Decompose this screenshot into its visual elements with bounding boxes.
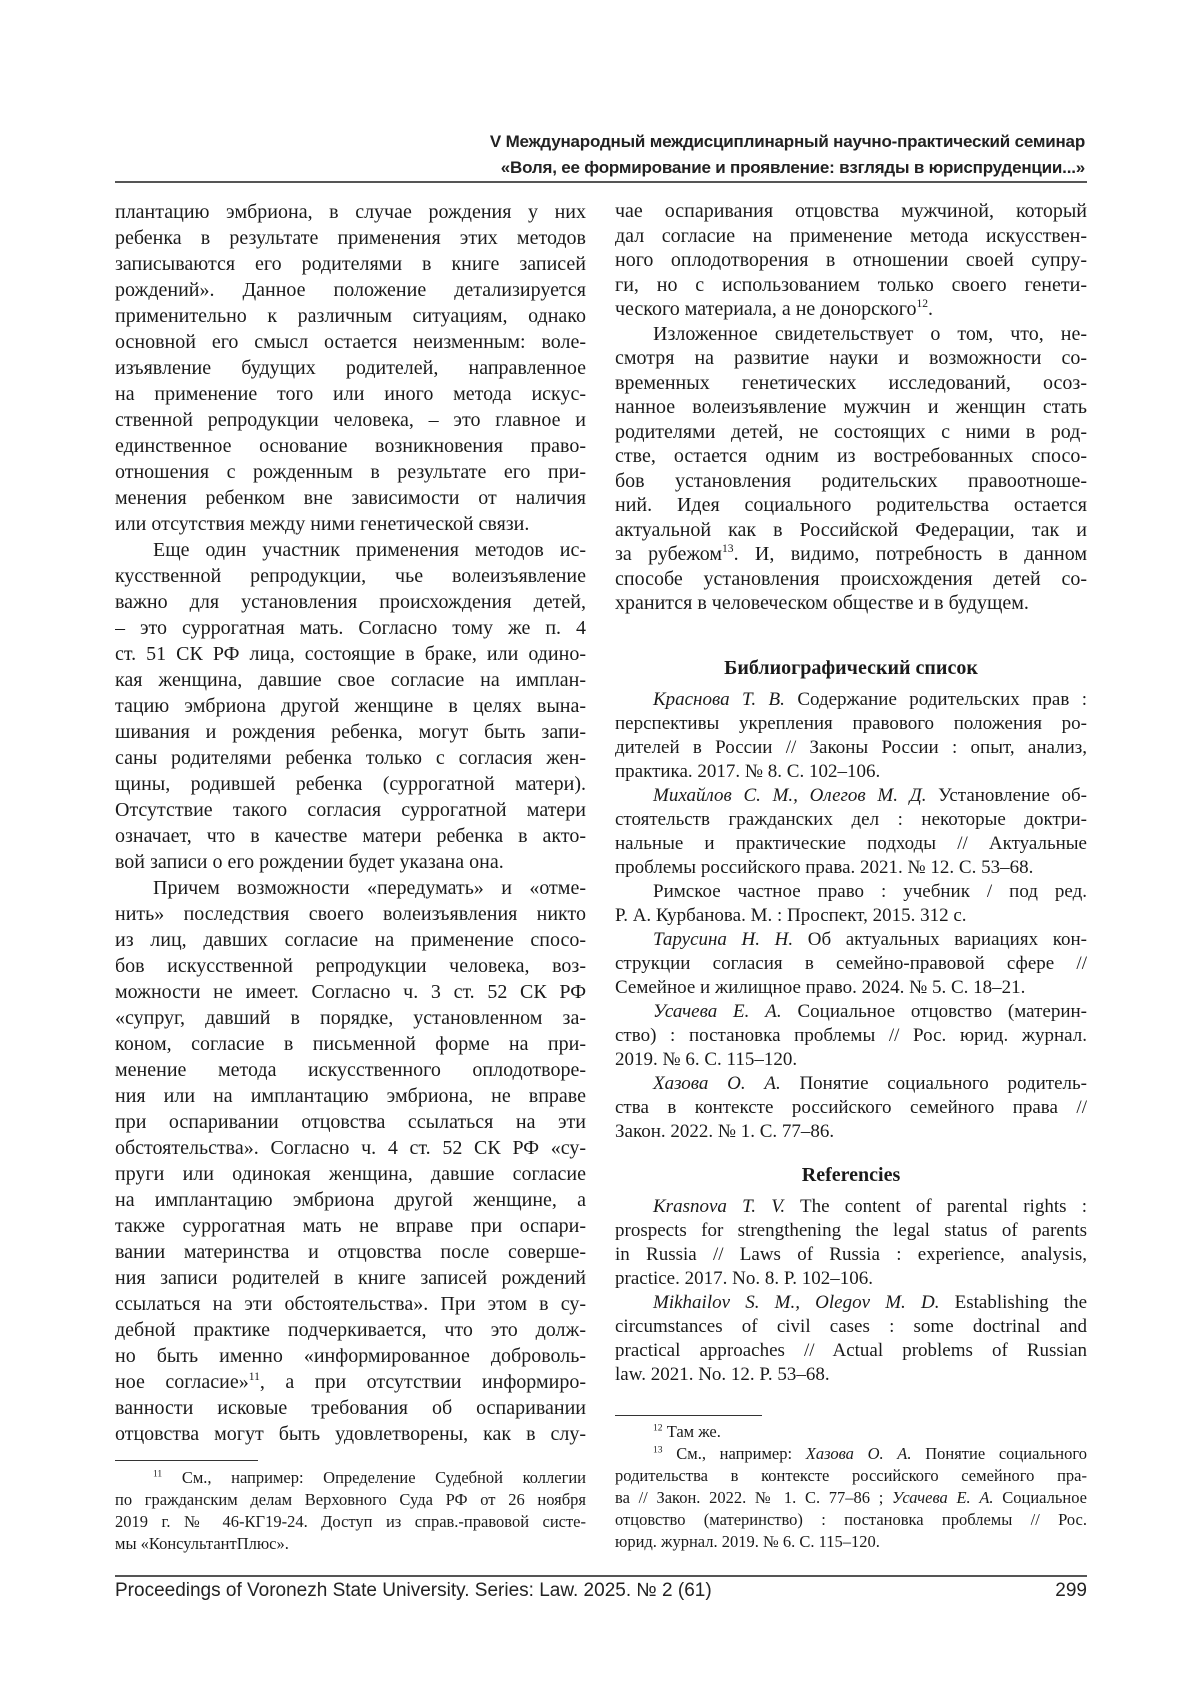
right-column-body	[615, 199, 1087, 616]
text-line: актуальной как в Российской Федерации, так и	[615, 518, 1087, 543]
text-run: . И, видимо, потребность в данном	[734, 543, 1087, 565]
bibliography-heading: Библиографический список	[615, 656, 1087, 680]
text-line: дебной практике подчеркивается, что это долж-	[115, 1317, 586, 1343]
text-line: хранится в человеческом обществе и в будущем.	[615, 591, 1087, 616]
text-line: отцовство (материнство) : постановка проблемы // Рос.	[615, 1509, 1087, 1531]
footnote-marker: 11	[153, 1468, 162, 1479]
footnote-marker: 13	[653, 1444, 663, 1455]
text-line: ги, но с использованием только своего генети-	[615, 273, 1087, 298]
text-line: in Russia // Laws of Russia : experience, analysis,	[615, 1243, 1087, 1267]
text-line: обстоятельства». Согласно ч. 4 ст. 52 СК РФ «су-	[115, 1135, 586, 1161]
text-line: дал согласие на применение метода искусствен-	[615, 224, 1087, 249]
paragraph	[615, 1195, 1087, 1291]
text-line: менение метода искусственного оплодотворе-	[115, 1057, 586, 1083]
text-line: или отсутствия между ними генетической связи.	[115, 511, 586, 537]
text-run: ное согласие»	[115, 1371, 249, 1393]
text-line: проблемы российского права. 2021. № 12. С. 53–68.	[615, 856, 1087, 880]
text-line: означает, что в качестве матери ребенка в акто-	[115, 823, 586, 849]
bibliography-list	[615, 688, 1087, 1144]
text-line: 2019. № 6. С. 115–120.	[615, 1048, 1087, 1072]
text-line: law. 2021. No. 12. P. 53–68.	[615, 1363, 1087, 1387]
text-line: единственное основание возникновения право-	[115, 433, 586, 459]
text-run: Там же.	[663, 1422, 721, 1441]
text-line: можности не имеет. Согласно ч. 3 ст. 52 СК РФ	[115, 979, 586, 1005]
text-line: Закон. 2022. № 1. С. 77–86.	[615, 1120, 1087, 1144]
text-run: Понятие социального	[912, 1444, 1087, 1463]
text-run: См., например: Определение Судебной коллегии	[162, 1468, 586, 1487]
paragraph	[115, 875, 586, 1447]
text-line: отношения с рожденным в результате его при-	[115, 459, 586, 485]
text-run: , а при отсутствии информиро-	[260, 1371, 586, 1393]
text-line: ственной репродукции человека, – это главное и	[115, 407, 586, 433]
text-line: на применение того или иного метода искус-	[115, 381, 586, 407]
text-run: См., например:	[663, 1444, 806, 1463]
text-line: применительно к различным ситуациям, однако	[115, 303, 586, 329]
paragraph	[615, 199, 1087, 322]
text-line: Изложенное свидетельствует о том, что, не-	[615, 322, 1087, 347]
text-line: ния записи родителей в книге записей рождений	[115, 1265, 586, 1291]
text-line: менения ребенком вне зависимости от наличия	[115, 485, 586, 511]
paragraph	[615, 688, 1087, 784]
text-line: отцовства могут быть удовлетворены, как в слу-	[115, 1421, 586, 1447]
text-line: Отсутствие такого согласия суррогатной матери	[115, 797, 586, 823]
text-line: Р. А. Курбанова. М. : Проспект, 2015. 312 с.	[615, 904, 1087, 928]
text-run: Социальное	[994, 1488, 1087, 1507]
text-line: ного оплодотворения в отношении своей супру-	[615, 248, 1087, 273]
paragraph	[615, 928, 1087, 1000]
text-run: .	[928, 298, 933, 320]
footnote-marker: 12	[916, 297, 928, 310]
paragraph	[115, 199, 586, 537]
author-name: Усачева Е. А.	[653, 1001, 782, 1022]
text-line: саны родителями ребенка только с согласия жен-	[115, 745, 586, 771]
text-line: способе установления происхождения детей со-	[615, 567, 1087, 592]
text-line: вой записи о его рождении будет указана она.	[115, 849, 586, 875]
text-line: также суррогатная мать не вправе при оспари-	[115, 1213, 586, 1239]
text-line: ребенка в результате применения этих методов	[115, 225, 586, 251]
paragraph	[615, 1000, 1087, 1072]
text-line: 2019 г. № 46-КГ19-24. Доступ из справ.-правовой систе-	[115, 1511, 586, 1533]
text-line: мы «КонсультантПлюс».	[115, 1533, 586, 1555]
text-run: ческого материала, а не донорского	[615, 298, 916, 320]
paragraph	[615, 1072, 1087, 1144]
text-line: щины, родившей ребенка (суррогатной матери).	[115, 771, 586, 797]
text-line: бов искусственной репродукции человека, воз-	[115, 953, 586, 979]
author-name: Тарусина Н. Н.	[653, 929, 793, 950]
text-line	[615, 1195, 1087, 1219]
text-line: – это суррогатная мать. Согласно тому же п. 4	[115, 615, 586, 641]
text-line: вании материнства и отцовства после соверше-	[115, 1239, 586, 1265]
text-line: ванности исковые требования об оспаривании	[115, 1395, 586, 1421]
left-column-body	[115, 199, 586, 1447]
text-line: на имплантацию эмбриона другой женщине, а	[115, 1187, 586, 1213]
page-number: 299	[1055, 1578, 1087, 1604]
author-name: Mikhailov S. M., Olegov M. D.	[653, 1292, 939, 1313]
text-line: временных генетических исследований, осоз-	[615, 371, 1087, 396]
footnote-marker: 13	[722, 542, 734, 555]
text-line: по гражданским делам Верховного Суда РФ от 26 ноября	[115, 1489, 586, 1511]
text-line: плантацию эмбриона, в случае рождения у них	[115, 199, 586, 225]
text-line: струкции согласия в семейно-правовой сфере //	[615, 952, 1087, 976]
page-footer	[115, 1578, 1087, 1604]
author-name: Михайлов С. М., Олегов М. Д.	[653, 785, 926, 806]
text-line: смотря на развитие науки и возможности со-	[615, 346, 1087, 371]
text-line: ния или на имплантацию эмбриона, не вправе	[115, 1083, 586, 1109]
text-line: кая женщина, давшие свое согласие на имплан-	[115, 667, 586, 693]
paragraph	[115, 537, 586, 875]
footnote-rule-right	[615, 1415, 762, 1416]
text-line: рождений». Данное положение детализируется	[115, 277, 586, 303]
text-line: Причем возможности «передумать» и «отме-	[115, 875, 586, 901]
text-line: практика. 2017. № 8. С. 102–106.	[615, 760, 1087, 784]
text-line: тацию эмбриона другой женщине в целях вына-	[115, 693, 586, 719]
author-name: Хазова О. А.	[806, 1444, 912, 1463]
text-run: The content of parental rights :	[785, 1196, 1087, 1217]
text-line: коном, согласие в письменной форме на при-	[115, 1031, 586, 1057]
text-line: ний. Идея социального родительства остается	[615, 493, 1087, 518]
text-line: родителями детей, не состоящих с ними в род-	[615, 420, 1087, 445]
text-run: Социальное отцовство (материн-	[782, 1001, 1087, 1022]
text-line	[615, 297, 1087, 322]
text-line: из лиц, давших согласие на применение спосо-	[115, 927, 586, 953]
text-run: Establishing the	[939, 1292, 1087, 1313]
text-line: основной его смысл остается неизменным: воле-	[115, 329, 586, 355]
text-line: ст. 51 СК РФ лица, состоящие в браке, или одино-	[115, 641, 586, 667]
footnote-rule-left	[115, 1460, 258, 1461]
text-line: Еще один участник применения методов ис-	[115, 537, 586, 563]
paragraph	[615, 880, 1087, 928]
text-line: но быть именно «информированное доброволь-	[115, 1343, 586, 1369]
text-line	[615, 784, 1087, 808]
text-line	[615, 1487, 1087, 1509]
text-line	[615, 1443, 1087, 1465]
paragraph	[615, 1291, 1087, 1387]
text-line: дителей в России // Законы России : опыт, анализ,	[615, 736, 1087, 760]
text-line: стоятельств гражданских дел : некоторые доктри-	[615, 808, 1087, 832]
text-line: prospects for strengthening the legal status of parents	[615, 1219, 1087, 1243]
text-run: Об актуальных вариациях кон-	[793, 929, 1087, 950]
text-line: нальные и практические подходы // Актуальные	[615, 832, 1087, 856]
footer-rule	[115, 1575, 1087, 1577]
text-line: перспективы укрепления правового положения ро-	[615, 712, 1087, 736]
left-footnotes	[115, 1467, 586, 1555]
running-header-line-1: V Международный междисциплинарный научно-практический семинар	[285, 130, 1085, 154]
text-line: родительства в контексте российского семейного пра-	[615, 1465, 1087, 1487]
text-line: юрид. журнал. 2019. № 6. С. 115–120.	[615, 1531, 1087, 1553]
text-line: ства в контексте российского семейного права //	[615, 1096, 1087, 1120]
journal-citation: Proceedings of Voronezh State University. Series: Law. 2025. № 2 (61)	[115, 1578, 712, 1604]
text-line: practice. 2017. No. 8. P. 102–106.	[615, 1267, 1087, 1291]
text-line	[115, 1369, 586, 1395]
paragraph	[615, 1421, 1087, 1443]
text-run: ва // Закон. 2022. № 1. С. 77–86 ;	[615, 1488, 892, 1507]
text-line: бов установления родительских правоотноше-	[615, 469, 1087, 494]
right-footnotes	[615, 1421, 1087, 1553]
paragraph	[115, 1467, 586, 1555]
paragraph	[615, 1443, 1087, 1553]
text-line: чае оспаривания отцовства мужчиной, который	[615, 199, 1087, 224]
text-line: пруги или одинокая женщина, давшие согласие	[115, 1161, 586, 1187]
paragraph	[615, 322, 1087, 616]
text-line: записываются его родителями в книге записей	[115, 251, 586, 277]
text-line	[615, 1000, 1087, 1024]
text-line: кусственной репродукции, чье волеизъявление	[115, 563, 586, 589]
text-line: ство) : постановка проблемы // Рос. юрид. журнал.	[615, 1024, 1087, 1048]
text-line: practical approaches // Actual problems of Russian	[615, 1339, 1087, 1363]
text-line: «супруг, давший в порядке, установленном за-	[115, 1005, 586, 1031]
running-header-line-2: «Воля, ее формирование и проявление: взгляды в юриспруденции...»	[285, 156, 1085, 180]
references-heading: Referencies	[615, 1163, 1087, 1187]
text-line: важно для установления происхождения детей,	[115, 589, 586, 615]
author-name: Krasnova T. V.	[653, 1196, 785, 1217]
text-run: Содержание родительских прав :	[785, 689, 1087, 710]
paragraph	[615, 784, 1087, 880]
references-list	[615, 1195, 1087, 1387]
text-line: нанное волеизъявление мужчин и женщин стать	[615, 395, 1087, 420]
author-name: Краснова Т. В.	[653, 689, 785, 710]
text-line	[615, 688, 1087, 712]
text-line	[615, 1072, 1087, 1096]
text-line: нить» последствия своего волеизъявления никто	[115, 901, 586, 927]
author-name: Хазова О. А.	[653, 1073, 781, 1094]
text-line: изъявление будущих родителей, направленное	[115, 355, 586, 381]
text-line	[115, 1467, 586, 1489]
footnote-marker: 11	[249, 1370, 260, 1383]
author-name: Усачева Е. А.	[892, 1488, 994, 1507]
text-line: ссылаться на эти обстоятельства». При этом в су-	[115, 1291, 586, 1317]
header-rule	[115, 181, 1087, 183]
text-line: шивания и рождения ребенка, могут быть запи-	[115, 719, 586, 745]
text-run: за рубежом	[615, 543, 722, 565]
text-line	[615, 928, 1087, 952]
text-line: Римское частное право : учебник / под ред.	[615, 880, 1087, 904]
text-line	[615, 542, 1087, 567]
text-line: Семейное и жилищное право. 2024. № 5. С. 18–21.	[615, 976, 1087, 1000]
text-run: Понятие социального родитель-	[781, 1073, 1087, 1094]
text-line	[615, 1421, 1087, 1443]
text-line: стве, остается одним из востребованных спосо-	[615, 444, 1087, 469]
text-line: circumstances of civil cases : some doctrinal and	[615, 1315, 1087, 1339]
footnote-marker: 12	[653, 1422, 663, 1433]
text-line: при оспаривании отцовства ссылаться на эти	[115, 1109, 586, 1135]
text-run: Установление об-	[926, 785, 1087, 806]
text-line	[615, 1291, 1087, 1315]
